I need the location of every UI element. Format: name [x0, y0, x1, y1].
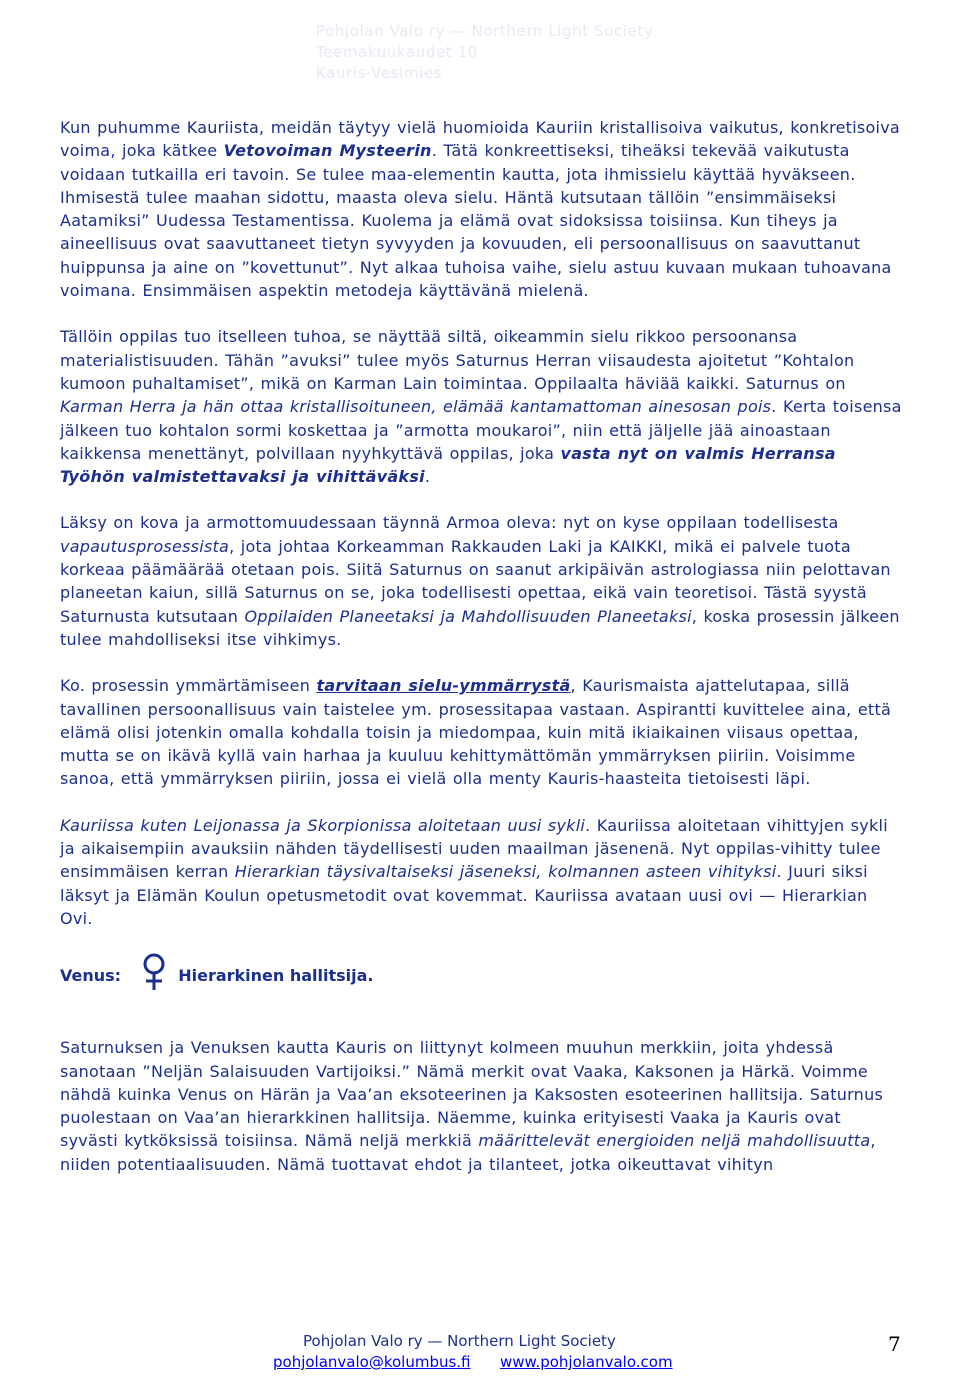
venus-label: Venus:: [60, 966, 122, 986]
text-run: . Kauriissa aloitetaan vihittyjen sykli ja aikaisempiin avauksiin nähden täydellisesti uuden maailman jäsenenä. Nyt oppilas-vihitty tulee ensimmäisen kerran: [60, 815, 888, 882]
venus-symbol-icon: [141, 953, 167, 1002]
text-run: , jota johtaa Korkeamman Rakkauden Laki ja KAIKKI, mikä ei palvele tuota korkeaa päämäärää otetaan pois. Siitä Saturnus on saanut arkipäivän astrologiassa niin pelottavan planeetan kaiun, sillä Saturnus on se, joka todellisesti opettaa, eikä vain teoretisoi. Tästä syystä Saturnusta kutsutaan: [60, 536, 891, 626]
body-paragraph: [60, 116, 905, 302]
venus-heading: [60, 953, 905, 1002]
page-footer: [0, 1331, 960, 1371]
text-run: vapautusprosessista: [60, 536, 230, 556]
footer-email-link[interactable]: pohjolanvalo@kolumbus.fi: [273, 1353, 471, 1371]
text-run: . Kerta toisensa jälkeen tuo kohtalon sormi koskettaa ja ”armotta moukaroi”, niin että jäljelle jää ainoastaan kaikkensa menettänyt, polvillaan nyyhkyttävä oppilas, joka: [60, 397, 902, 463]
text-run: . Juuri siksi läksyt ja Elämän Koulun opetusmetodit ovat kovemmat. Kauriissa avataan uusi ovi — Hierarkian Ovi.: [60, 862, 868, 928]
footer-org: Pohjolan Valo ry — Northern Light Society: [303, 1332, 616, 1350]
text-run: , Kaurismaista ajattelutapaa, sillä tavallinen persoonallisuus vain taistelee ym. prosessitapaa vastaan. Aspirantti kuvittelee aina, että elämä olisi jotenkin omalla kohdalla toisin ja miedompaa, kuin mitä ikiaikainen viisaus opettaa, mutta se on ikävä kyllä vain harhaa ja kuuluu kehittymättömän ymmärryksen piiriin. Voisimme sanoa, että ymmärryksen piiriin, jossa ei vielä olla menty Kauris-haasteita tietoisesti läpi.: [60, 676, 892, 789]
text-run: , koska prosessin jälkeen tulee mahdolliseksi itse vihkimys.: [60, 606, 900, 649]
header-series: Teemakuukaudet 10: [316, 43, 478, 61]
text-run: Hierarkian täysivaltaiseksi jäseneksi, kolmannen asteen vihityksi: [234, 862, 777, 882]
header-org: Pohjolan Valo ry — Northern Light Society: [316, 22, 654, 40]
text-run: määrittelevät energioiden neljä mahdollisuutta: [478, 1131, 871, 1151]
body-paragraph: [60, 511, 905, 651]
text-run: Oppilaiden Planeetaksi ja Mahdollisuuden Planeetaksi: [244, 606, 692, 626]
text-run: Läksy on kova ja armottomuudessaan täynnä Armoa oleva: nyt on kyse oppilaan todellisesta: [60, 513, 839, 533]
body-paragraph: [60, 814, 905, 930]
text-run: Tällöin oppilas tuo itselleen tuhoa, se näyttää siltä, oikeammin sielu rikkoo persoonansa materialistisuuden. Tähän ”avuksi” tulee myös Saturnus Herran viisaudesta ajoitetut ”Kohtalon kumoon puhaltamiset”, mikä on Karman Lain toimintaa. Oppilaalta häviää kaikki. Saturnus on: [60, 327, 855, 393]
document-body: [60, 116, 905, 1199]
body-paragraph: [60, 674, 905, 790]
final-paragraph: [60, 1036, 905, 1176]
text-run: .: [424, 467, 431, 487]
text-run: , niiden potentiaalisuuden. Nämä tuottavat ehdot ja tilanteet, jotka oikeuttavat vihityn: [60, 1131, 876, 1174]
venus-text: Hierarkinen hallitsija.: [178, 966, 374, 986]
text-run: Kun puhumme Kauriista, meidän täytyy vielä huomioida Kauriin kristallisoiva vaikutus, konkretisoiva voima, joka kätkee: [60, 118, 900, 161]
body-paragraph: [60, 325, 905, 488]
text-run: . Tätä konkreettiseksi, tiheäksi tekevää vaikutusta voidaan tutkailla eri tavoin. Se tulee maa-elementin kautta, jota ihmissielu käyttää hyväkseen. Ihmisestä tulee maahan sidottu, maasta oleva sielu. Häntä kutsutaan tällöin ”ensimmäiseksi Aatamiksi” Uudessa Testamentissa. Kuolema ja elämä ovat sidoksissa toisiinsa. Kun tiheys ja aineellisuus ovat saavuttaneet tietyn syvyyden ja kovuuden, eli persoonallisuus on saavuttanut huippunsa ja aine on ”kovettunut”. Nyt alkaa tuhoisa vaihe, sielu astuu kuvaan mukaan tuhoavana voimana. Ensimmäisen aspektin metodeja käyttävänä mielenä.: [60, 141, 892, 301]
header-topic: Kauris-Vesimies: [316, 64, 443, 82]
text-run: vasta nyt on valmis Herransa Työhön valmistettavaksi ja vihittäväksi: [60, 443, 836, 487]
text-run: Kauriissa kuten Leijonassa ja Skorpionissa aloitetaan uusi sykli: [60, 815, 586, 835]
footer-website-link[interactable]: www.pohjolanvalo.com: [500, 1353, 673, 1371]
page-number: 7: [888, 1332, 901, 1356]
text-run: tarvitaan sielu-ymmärrystä: [316, 676, 571, 696]
text-run: Karman Herra ja hän ottaa kristallisoituneen, elämää kantamattoman ainesosan pois: [60, 397, 772, 417]
text-run: Vetovoiman Mysteerin: [223, 141, 432, 161]
text-run: Ko. prosessin ymmärtämiseen: [60, 676, 317, 696]
text-run: Saturnuksen ja Venuksen kautta Kauris on liittynyt kolmeen muuhun merkkiin, joita yhdessä sanotaan ”Neljän Salaisuuden Vartijoiksi.” Nämä merkit ovat Vaaka, Kaksonen ja Härkä. Voimme nähdä kuinka Venus on Härän ja Vaa’an eksoteerinen ja Kaksosten esoteerinen hallitsija. Saturnus puolestaan on Vaa’an hierarkkinen hallitsija. Näemme, kuinka erityisesti Vaaka ja Kauris ovat syvästi kytköksissä toisiinsa. Nämä neljä merkkiä: [60, 1038, 884, 1151]
